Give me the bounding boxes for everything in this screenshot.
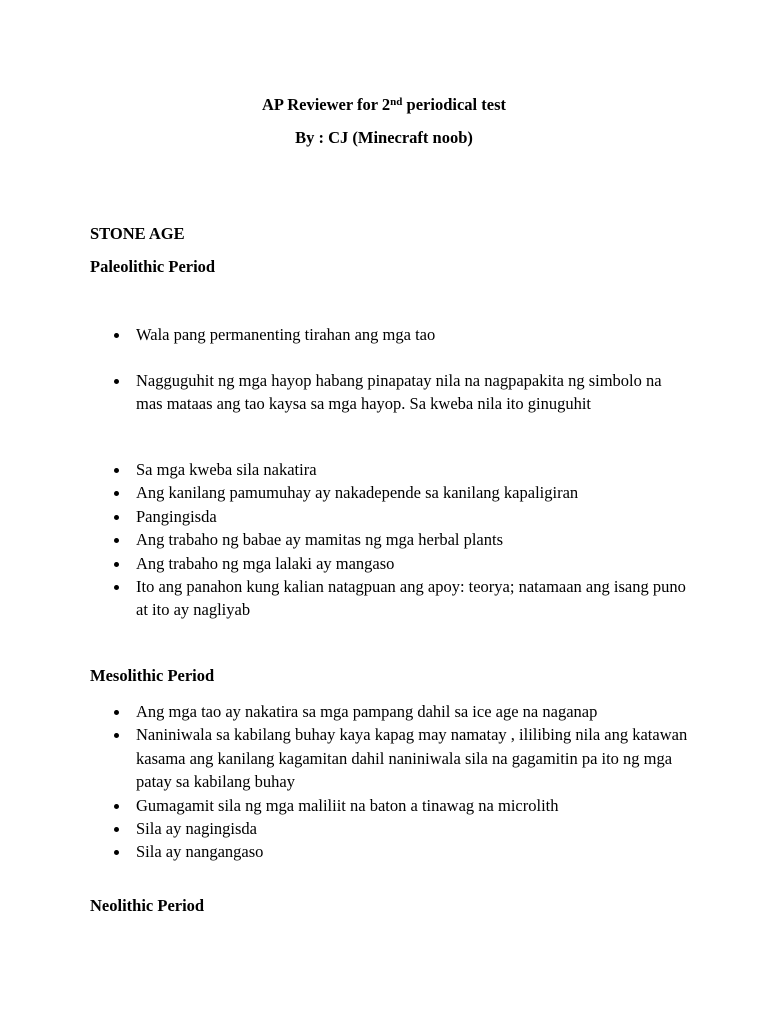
list-item: Ang trabaho ng mga lalaki ay mangaso: [90, 552, 690, 575]
heading-paleolithic: Paleolithic Period: [90, 257, 216, 276]
list-item: Ito ang panahon kung kalian natagpuan ang apoy: teorya; natamaan ang isang puno at ito ay nagliyab: [90, 575, 690, 622]
paleolithic-list-1: [90, 323, 690, 346]
title-suffix: periodical test: [402, 95, 506, 114]
heading-stone-age: STONE AGE: [90, 224, 185, 243]
list-item: Pangingisda: [90, 505, 690, 528]
paleolithic-list-3: [90, 458, 690, 622]
list-item: Wala pang permanenting tirahan ang mga tao: [90, 323, 690, 346]
list-item: Sila ay nagingisda: [90, 817, 690, 840]
list-item: Sila ay nangangaso: [90, 840, 690, 863]
list-item: Ang mga tao ay nakatira sa mga pampang dahil sa ice age na naganap: [90, 700, 690, 723]
list-item: Sa mga kweba sila nakatira: [90, 458, 690, 481]
title-superscript: nd: [390, 96, 403, 108]
mesolithic-list: [90, 700, 690, 864]
title-prefix: AP Reviewer for 2: [262, 95, 391, 114]
author-line: By : CJ (Minecraft noob): [295, 128, 473, 147]
list-item: Naniniwala sa kabilang buhay kaya kapag may namatay , ililibing nila ang katawan kasama ang kanilang kagamitan dahil naniniwala sila na gagamitin pa ito ng mga patay sa kabilang buhay: [90, 723, 690, 793]
list-item: Ang kanilang pamumuhay ay nakadepende sa kanilang kapaligiran: [90, 481, 690, 504]
list-item: Ang trabaho ng babae ay mamitas ng mga herbal plants: [90, 528, 690, 551]
paleolithic-list-2: [90, 369, 690, 416]
heading-neolithic: Neolithic Period: [90, 896, 205, 915]
list-item: Gumagamit sila ng mga maliliit na baton a tinawag na microlith: [90, 794, 690, 817]
list-item: Nagguguhit ng mga hayop habang pinapatay nila na nagpapakita ng simbolo na mas mataas ang tao kaysa sa mga hayop. Sa kweba nila ito ginuguhit: [90, 369, 690, 416]
title-line-1: [0, 93, 768, 117]
document-title: [0, 93, 768, 150]
heading-mesolithic: Mesolithic Period: [90, 666, 215, 685]
